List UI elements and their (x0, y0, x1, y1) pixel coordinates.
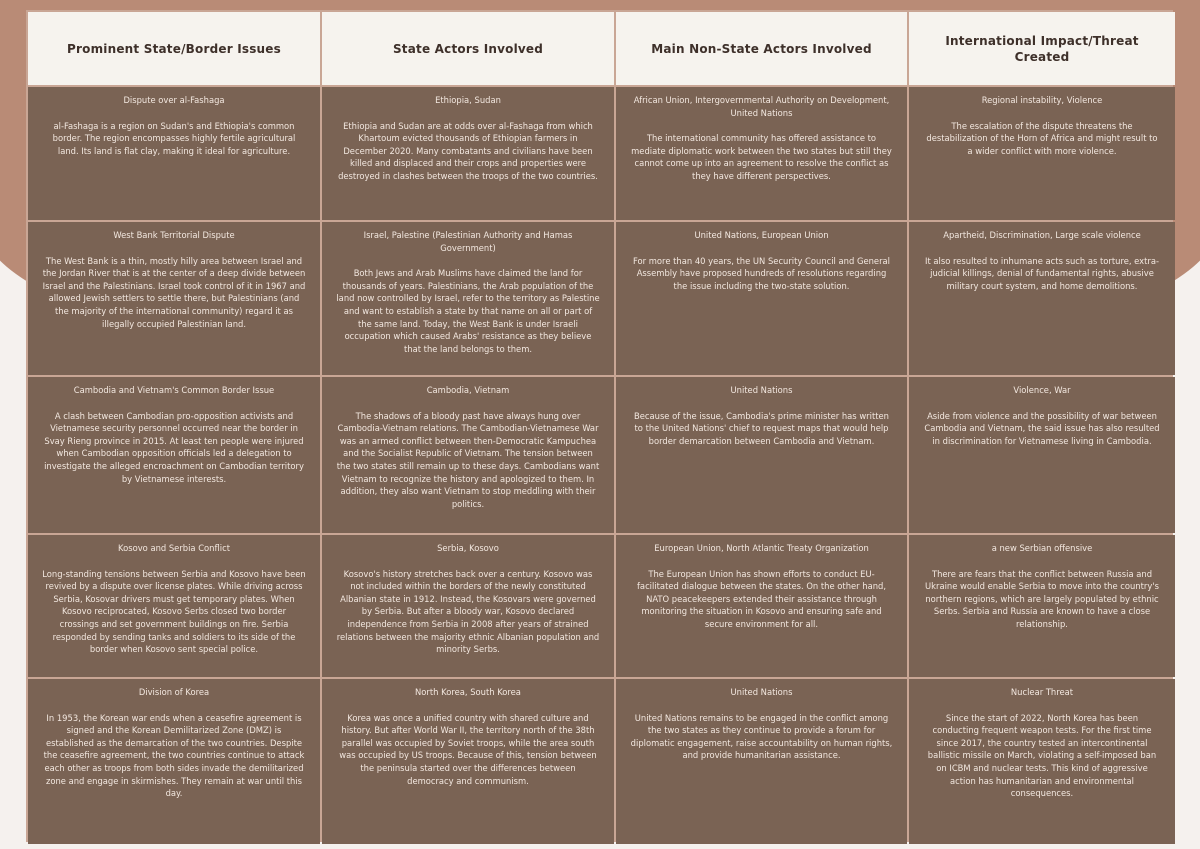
cell-state-actors (322, 679, 614, 844)
cell-body: Since the start of 2022, North Korea has been conducting frequent weapon tests. For the first time since 2017, the country tested an intercontinental ballistic missile on March, violating a self-imposed ban on ICBM and nuclear tests. This kind of aggressive action has humanitarian and environmental consequences. (927, 712, 1157, 799)
cell-impact (909, 679, 1175, 844)
cell-body: It also resulted to inhumane acts such as torture, extra-judicial killings, denial of fundamental rights, abusive military court system, and home demolitions. (924, 255, 1160, 291)
cell-title: Serbia, Kosovo (437, 543, 499, 553)
cell-impact (909, 87, 1175, 220)
cell-body: In 1953, the Korean war ends when a ceasefire agreement is signed and the Korean Demilitarized Zone (DMZ) is established as the demarcation of the two countries. Despite the ceasefire agreement, the two countries continue to attack each other as troops from both sides invade the demilitarized zone and engage in skirmishes. They remain at war until this day. (43, 712, 305, 799)
cell-issue (28, 535, 320, 677)
cell-title: North Korea, South Korea (415, 687, 521, 697)
cell-title: Apartheid, Discrimination, Large scale violence (943, 230, 1141, 240)
cell-non-state-actors (616, 679, 907, 844)
cell-body: Kosovo's history stretches back over a century. Kosovo was not included within the borders of the newly constituted Albanian state in 1912. Instead, the Kosovars were governed by Serbia. But after a bloody war, Kosovo declared independence from Serbia in 2008 after years of strained relations between the majority ethnic Albanian population and minority Serbs. (336, 568, 600, 655)
cell-title: United Nations (730, 385, 793, 395)
cell-impact (909, 377, 1175, 533)
cell-state-actors (322, 377, 614, 533)
cell-issue (28, 377, 320, 533)
header-border-issues: Prominent State/Border Issues (28, 12, 320, 85)
cell-title: Nuclear Threat (1010, 687, 1074, 697)
cell-body: Because of the issue, Cambodia's prime minister has written to the United Nations' chief to request maps that would help border demarcation between Cambodia and Vietnam. (634, 410, 889, 446)
cell-state-actors (322, 535, 614, 677)
cell-body: The international community has offered assistance to mediate diplomatic work between the two states but still they cannot come up into an agreement to resolve the conflict as they have different perspectives. (631, 133, 892, 181)
cell-state-actors (322, 87, 614, 220)
cell-body: The West Bank is a thin, mostly hilly area between Israel and the Jordan River that is at the center of a deep divide between Israel and the Palestinians. Israel took control of it in 1967 and allowed Jewish settlers to settle there, but Palestinians (and the majority of the international community) regard it as illegally occupied Palestinian land. (42, 255, 306, 329)
cell-body: Ethiopia and Sudan are at odds over al-Fashaga from which Khartoum evicted thousands of Ethiopian farmers in December 2020. Many combatants and civilians have been killed and displaced and their crops and properties were destroyed in clashes between the troops of the two countries. (338, 120, 598, 181)
header-impact: International Impact/Threat Created (909, 12, 1175, 85)
cell-title: Cambodia, Vietnam (426, 385, 510, 395)
cell-title: Violence, War (1013, 385, 1071, 395)
cell-title: Cambodia and Vietnam's Common Border Issue (73, 385, 275, 395)
cell-title: United Nations (730, 687, 793, 697)
cell-body: The European Union has shown efforts to conduct EU-facilitated dialogue between the states. On the other hand, NATO peacekeepers extended their assistance through monitoring the situation in Kosovo and ensuring safe and secure environment for all. (636, 568, 887, 629)
cell-body: The escalation of the dispute threatens the destabilization of the Horn of Africa and might result to a wider conflict with more violence. (926, 120, 1158, 156)
cell-non-state-actors (616, 535, 907, 677)
cell-title: African Union, Intergovernmental Authority on Development, United Nations (633, 95, 890, 118)
cell-title: United Nations, European Union (694, 230, 829, 240)
header-non-state-actors: Main Non-State Actors Involved (616, 12, 907, 85)
cell-title: Regional instability, Violence (981, 95, 1103, 105)
cell-title: European Union, North Atlantic Treaty Organization (654, 543, 869, 553)
cell-title: Ethiopia, Sudan (435, 95, 501, 105)
cell-body: Aside from violence and the possibility of war between Cambodia and Vietnam, the said issue has also resulted in discrimination for Vietnamese living in Cambodia. (924, 410, 1160, 446)
header-state-actors: State Actors Involved (322, 12, 614, 85)
cell-title: a new Serbian offensive (991, 543, 1093, 553)
cell-title: West Bank Territorial Dispute (113, 230, 235, 240)
cell-title: Division of Korea (138, 687, 210, 697)
cell-issue (28, 87, 320, 220)
cell-state-actors (322, 222, 614, 375)
cell-body: There are fears that the conflict between Russia and Ukraine would enable Serbia to move into the country's northern regions, which are largely populated by ethnic Serbs. Serbia and Russia are known to have a close relationship. (925, 568, 1159, 629)
cell-body: al-Fashaga is a region on Sudan's and Ethiopia's common border. The region encompasses highly fertile agricultural land. Its land is flat clay, making it ideal for agriculture. (52, 120, 296, 156)
cell-body: Long-standing tensions between Serbia and Kosovo have been revived by a dispute over license plates. While driving across Serbia, Kosovar drivers must get temporary plates. When Kosovo reciprocated, Kosovo Serbs closed two border crossings and set government buildings on fire. Serbia responded by sending tanks and soldiers to its side of the border when Kosovo sent special police. (42, 568, 306, 655)
cell-body: For more than 40 years, the UN Security Council and General Assembly have proposed hundreds of resolutions regarding the issue including the two-state solution. (633, 255, 890, 291)
cell-issue (28, 222, 320, 375)
cell-title: Israel, Palestine (Palestinian Authority and Hamas Government) (363, 230, 573, 253)
cell-body: The shadows of a bloody past have always hung over Cambodia-Vietnam relations. The Cambodian-Vietnamese War was an armed conflict between then-Democratic Kampuchea and the Socialist Republic of Vietnam. The tension between the two states still remain up to these days. Cambodians want Vietnam to recognize the history and apologized to them. In addition, they also want Vietnam to stop meddling with their politics. (336, 410, 600, 509)
cell-non-state-actors (616, 222, 907, 375)
cell-title: Dispute over al-Fashaga (123, 95, 225, 105)
cell-body: Both Jews and Arab Muslims have claimed the land for thousands of years. Palestinians, the Arab population of the land now controlled by Israel, refer to the territory as Palestine and want to establish a state by that name on all or part of the same land. Today, the West Bank is under Israeli occupation which caused Arabs' resistance as they believe that the land belongs to them. (336, 268, 600, 354)
cell-title: Kosovo and Serbia Conflict (118, 543, 230, 553)
cell-body: A clash between Cambodian pro-opposition activists and Vietnamese security personnel occurred near the border in Svay Rieng province in 2015. At least ten people were injured when Cambodian opposition officials led a delegation to investigate the alleged encroachment on Cambodian territory by Vietnamese interests. (44, 410, 304, 484)
issues-table (26, 10, 1173, 842)
cell-non-state-actors (616, 377, 907, 533)
cell-issue (28, 679, 320, 844)
cell-body: Korea was once a unified country with shared culture and history. But after World War II, the territory north of the 38th parallel was occupied by Soviet troops, while the area south was occupied by US troops. Because of this, tension between the peninsula started over the differences between democracy and communism. (339, 712, 597, 786)
cell-non-state-actors (616, 87, 907, 220)
cell-impact (909, 222, 1175, 375)
cell-body: United Nations remains to be engaged in the conflict among the two states as they continue to provide a forum for diplomatic engagement, raise accountability on human rights, and provide humanitarian assistance. (630, 712, 893, 761)
cell-impact (909, 535, 1175, 677)
